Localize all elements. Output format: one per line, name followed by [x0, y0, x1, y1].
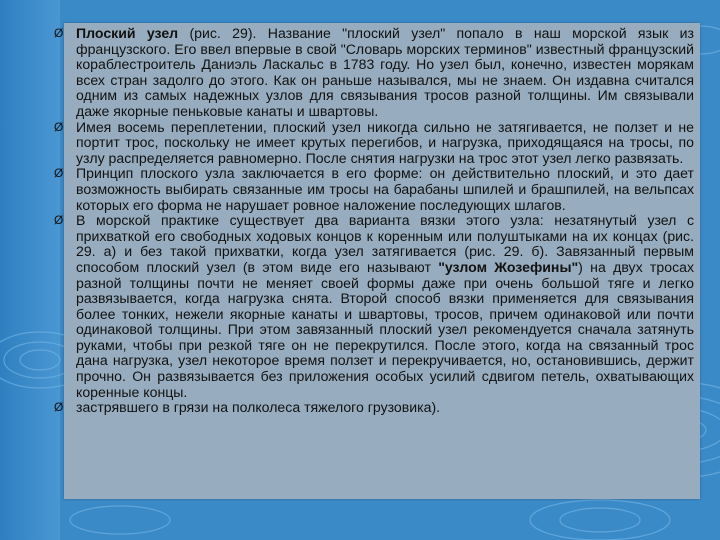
paragraph-text: Плоский узел (рис. 29). Название "плоский узел" попало в наш морской язык из французского. Его ввел впервые в свой "Словарь морских терминов" известный французский кораблестроитель Даниэль Ласкальс в 1783 году. Но узел был, конечно, известен морякам всех стран задолго до этого. Как он раньше назывался, мы не знаем. Он издавна считался одним из самых надежных узлов для связывания тросов разной толщины. Им связывали даже якорные пеньковые канаты и швартовы. [76, 25, 694, 119]
paragraph-text: В морской практике существует два варианта вязки этого узла: незатянутый узел с прихваткой его свободных ходовых концов к коренным или полуштыками на их концах (рис. 29. а) и без такой прихватки, когда узел затягивается (рис. 29. б). Завязанный первым способом плоский узел (в этом виде его называют "узлом Жозефины") на двух тросах разной толщины почти не меняет своей формы даже при очень большой тяге и легко развязывается, когда нагрузка снята. Второй способ вязки применяется для связывания более тонких, нежели якорные канаты и швартовы, тросов, причем одинаковой или почти одинаковой толщины. При этом завязанный плоский узел рекомендуется сначала затянуть руками, чтобы при резкой тяге он не перекрутился. После этого, когда на связанный трос дана нагрузка, узел некоторое время ползет и перекручивается, но, остановившись, держит прочно. Он развязывается без приложения особых усилий сдвигом петель, охватывающих коренные концы. [76, 212, 694, 400]
list-item [54, 400, 694, 416]
list-item [54, 213, 694, 400]
arrow-bullet-icon: Ø [54, 400, 64, 415]
list-item [54, 26, 694, 120]
paragraph-text: Принцип плоского узла заключается в его форме: он действительно плоский, и это дает возможность выбирать связанные им тросы на барабаны шпилей и брашпилей, на вельпсах которых его форма не нарушает ровное наложение последующих шлагов. [76, 165, 694, 213]
arrow-bullet-icon: Ø [54, 213, 64, 228]
list-item [54, 120, 694, 167]
paragraph-text: Имея восемь переплетении, плоский узел никогда сильно не затягивается, не ползет и не портит трос, поскольку не имеет крутых перегибов, и нагрузка, приходящаяся на тросы, по узлу распределяется равномерно. После снятия нагрузки на трос этот узел легко развязать. [76, 118, 694, 166]
paragraph-text: застрявшего в грязи на полколеса тяжелого грузовика). [76, 399, 441, 416]
term-bold: "узлом Жозефины" [438, 258, 579, 275]
arrow-bullet-icon: Ø [54, 26, 64, 40]
list-item [54, 166, 694, 213]
bullet-list [54, 26, 694, 416]
arrow-bullet-icon: Ø [54, 119, 64, 134]
arrow-bullet-icon: Ø [54, 166, 64, 181]
term-bold: Плоский узел [76, 25, 179, 41]
